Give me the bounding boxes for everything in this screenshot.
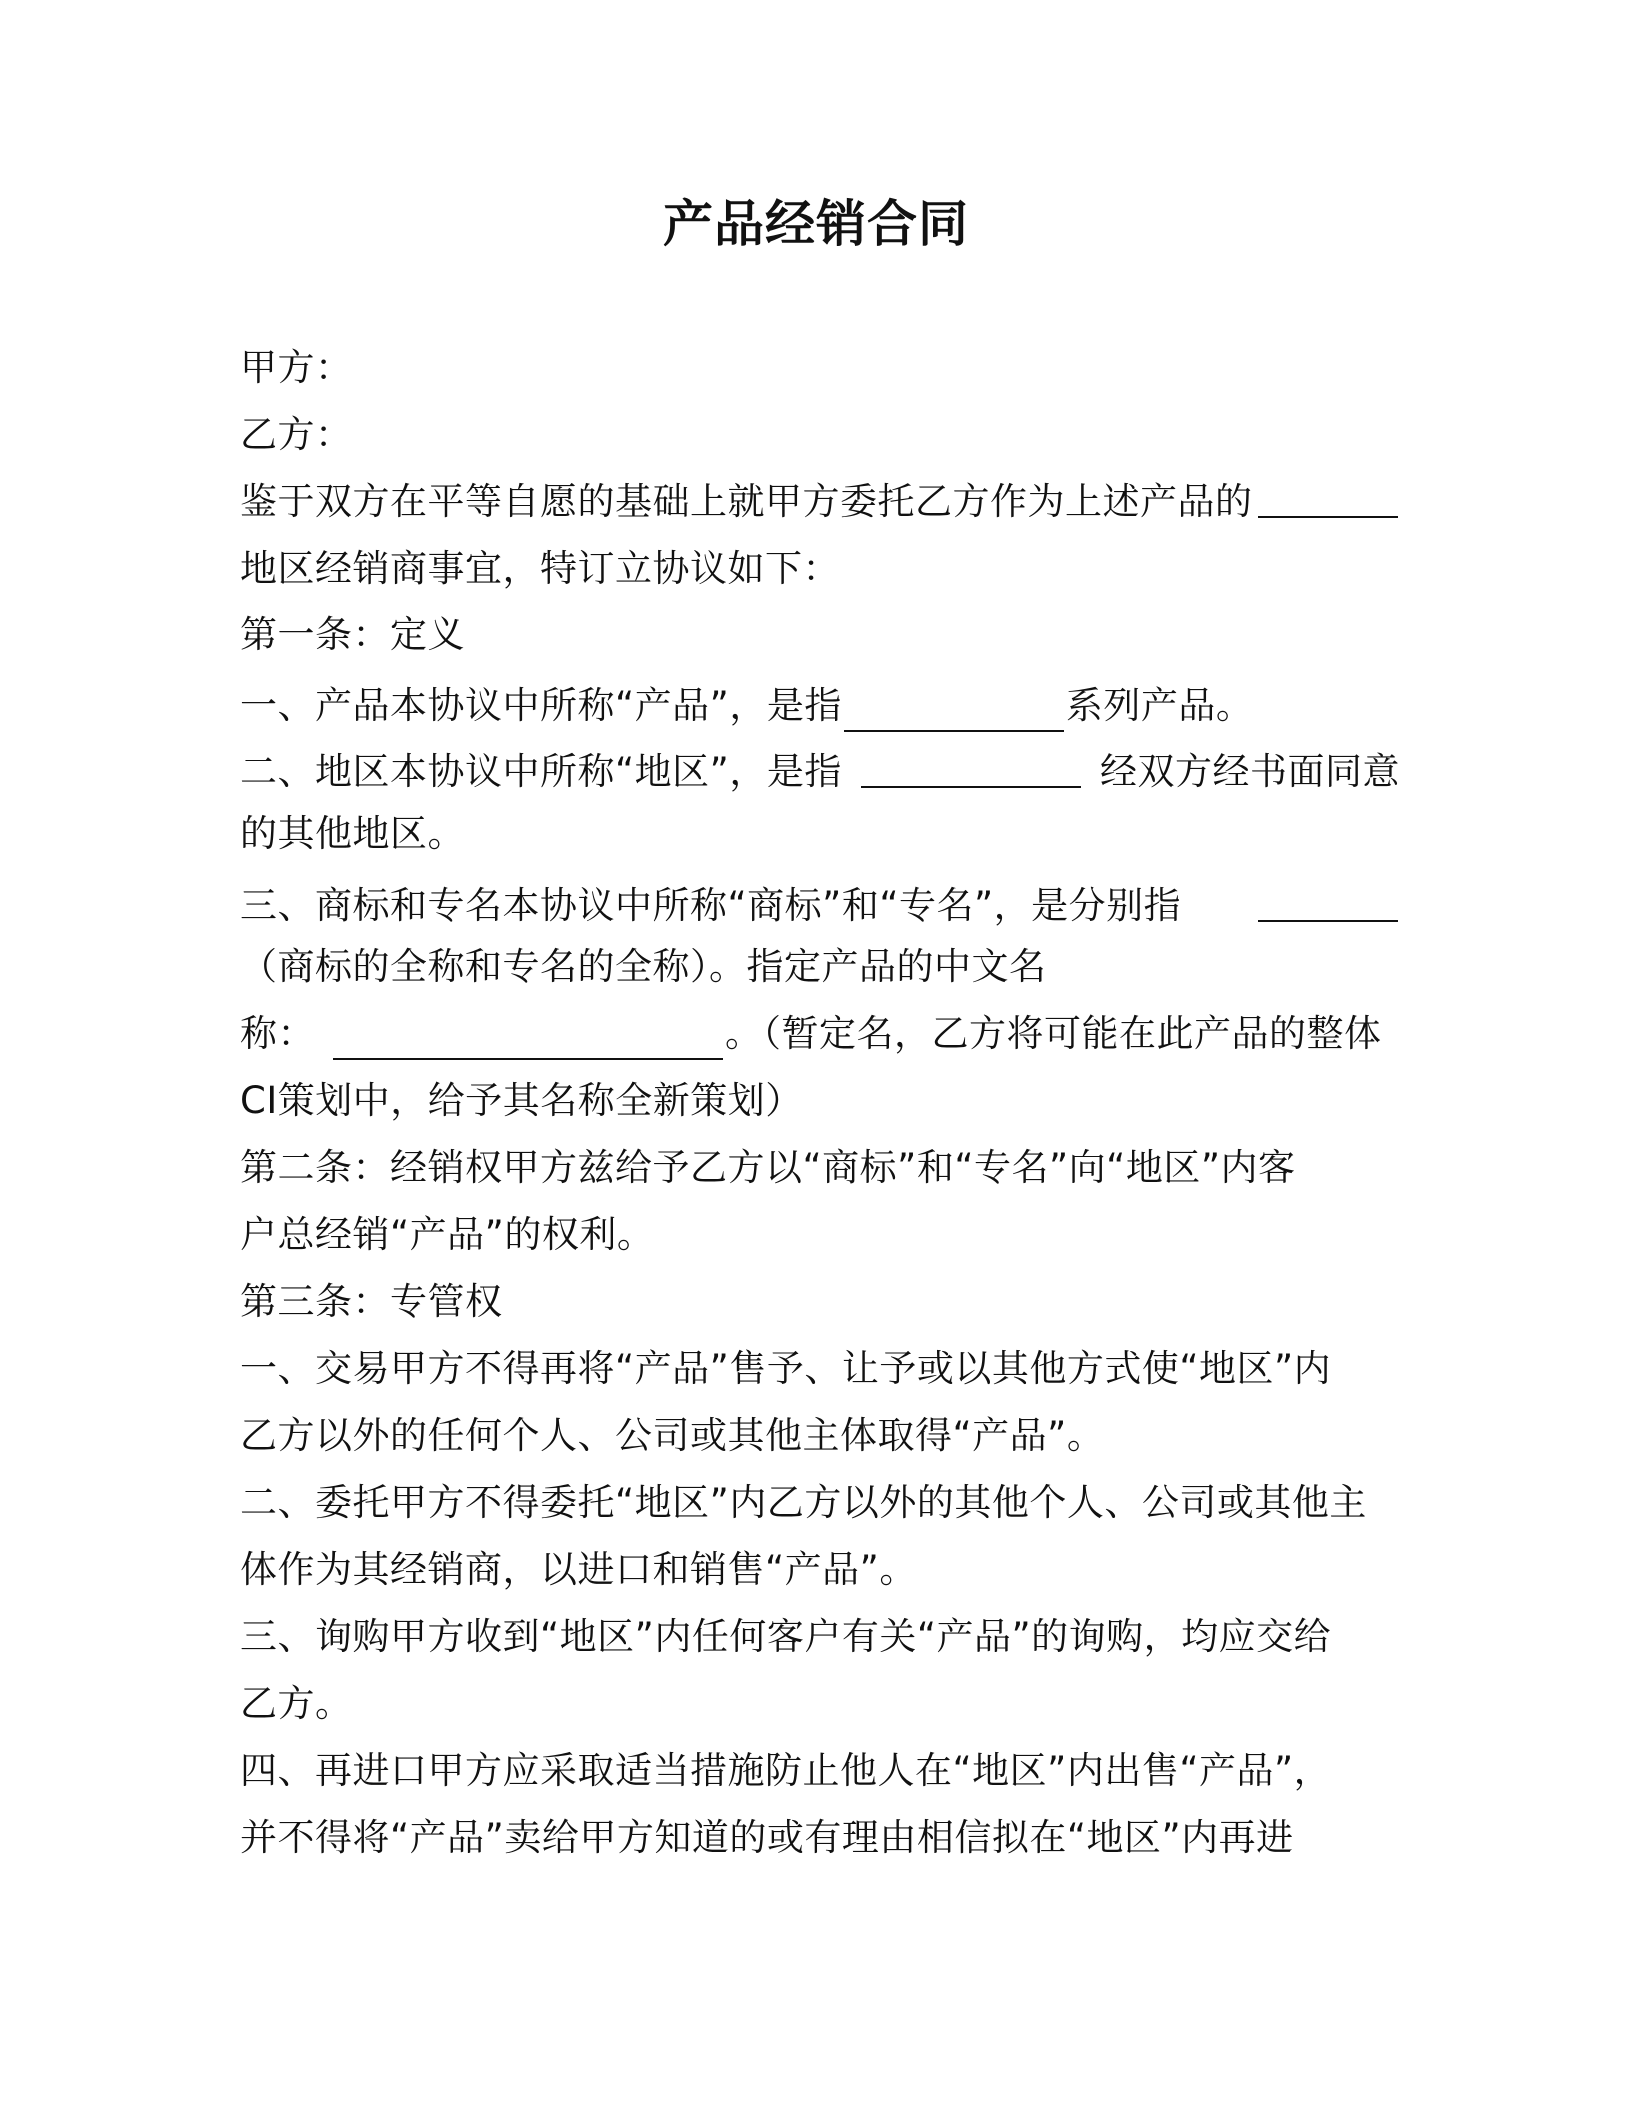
product-series-blank <box>844 690 1064 732</box>
region-name-blank <box>861 746 1081 788</box>
entrust-line-2: 体作为其经销商，以进口和销售“产品”。 <box>240 1548 917 1591</box>
definition-trademark-line <box>240 880 1400 932</box>
definition-region-suffix: 经双方经书面同意 <box>1100 750 1400 793</box>
party-b-line: 乙方： <box>240 413 353 456</box>
document-title: 产品经销合同 <box>663 195 969 253</box>
article-2-line-1: 第二条：经销权甲方兹给予乙方以“商标”和“专名”向“地区”内客 <box>240 1146 1296 1189</box>
chinese-name-blank <box>333 1018 723 1060</box>
chinese-name-line-2: CI策划中，给予其名称全新策划） <box>240 1079 803 1122</box>
entrust-line-1: 二、委托甲方不得委托“地区”内乙方以外的其他个人、公司或其他主 <box>240 1481 1367 1524</box>
definition-trademark-text: 三、商标和专名本协议中所称“商标”和“专名”，是分别指 <box>240 884 1182 927</box>
region-blank <box>1258 476 1398 518</box>
exclusive-trade-line-1: 一、交易甲方不得再将“产品”售予、让予或以其他方式使“地区”内 <box>240 1347 1332 1390</box>
article-1-heading: 第一条：定义 <box>240 613 465 656</box>
article-3-heading: 第三条：专管权 <box>240 1280 503 1323</box>
definition-product-line <box>240 680 1400 732</box>
definition-region-line <box>240 746 1400 798</box>
chinese-name-line <box>240 1008 1400 1060</box>
inquiry-line-1: 三、询购甲方收到“地区”内任何客户有关“产品”的询购，均应交给 <box>240 1615 1332 1658</box>
definition-region-text: 二、地区本协议中所称“地区”，是指 <box>240 750 842 793</box>
preamble-line-1 <box>240 476 1400 528</box>
definition-region-line-2: 的其他地区。 <box>240 812 465 855</box>
definition-trademark-line-2: （商标的全称和专名的全称）。指定产品的中文名 <box>240 945 1047 988</box>
reimport-line-2: 并不得将“产品”卖给甲方知道的或有理由相信拟在“地区”内再进 <box>240 1816 1294 1859</box>
inquiry-line-2: 乙方。 <box>240 1682 353 1725</box>
chinese-name-note: 。（暂定名，乙方将可能在此产品的整体 <box>725 1012 1382 1055</box>
reimport-line-1: 四、再进口甲方应采取适当措施防止他人在“地区”内出售“产品”， <box>240 1749 1332 1792</box>
article-2-line-2: 户总经销“产品”的权利。 <box>240 1213 655 1256</box>
trademark-blank <box>1258 880 1398 922</box>
preamble-line-2: 地区经销商事宜，特订立协议如下： <box>240 547 840 590</box>
definition-product-suffix: 系列产品。 <box>1065 684 1254 727</box>
party-a-line: 甲方： <box>240 346 353 389</box>
definition-product-text: 一、产品本协议中所称“产品”，是指 <box>240 684 842 727</box>
chinese-name-label: 称： <box>240 1012 315 1055</box>
preamble-text: 鉴于双方在平等自愿的基础上就甲方委托乙方作为上述产品的 <box>240 480 1253 523</box>
exclusive-trade-line-2: 乙方以外的任何个人、公司或其他主体取得“产品”。 <box>240 1414 1105 1457</box>
